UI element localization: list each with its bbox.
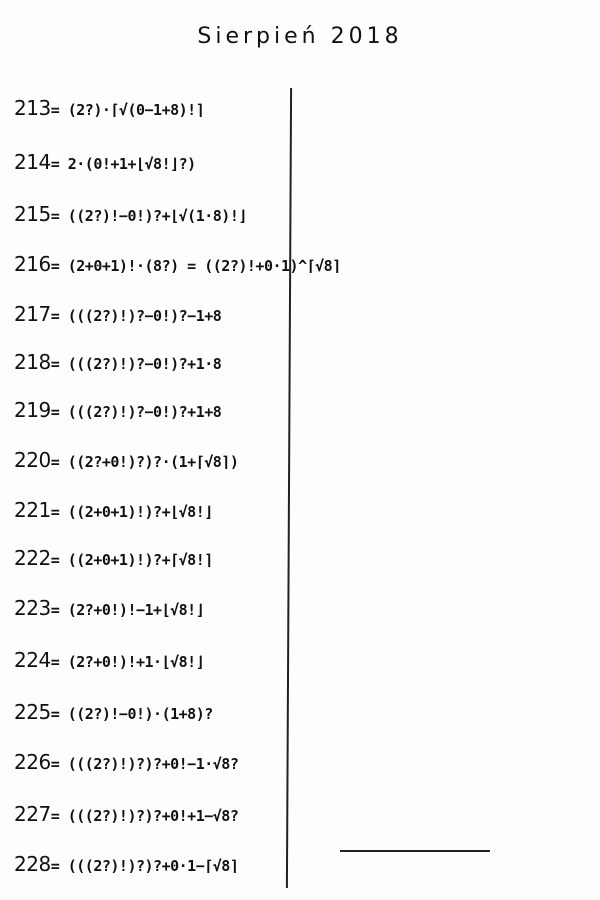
equation-row <box>14 802 238 826</box>
equation-expression: = (((2?)!)?)?+0·1−⌈√8⌉ <box>50 857 239 875</box>
equation-row <box>14 648 204 672</box>
equation-expression: = (((2?)!)?)?+0!−1·√8? <box>50 755 239 773</box>
equation-number: 226 <box>14 750 51 774</box>
equation-number: 222 <box>14 546 51 570</box>
column-divider <box>286 88 292 888</box>
equation-row <box>14 546 213 570</box>
equation-number: 221 <box>14 498 51 522</box>
equation-expression: = (2?)·⌈√(0−1+8)!⌉ <box>50 101 205 119</box>
equation-row <box>14 852 238 876</box>
equation-number: 220 <box>14 448 51 472</box>
equation-expression: = (((2?)!)?−0!)?−1+8 <box>50 307 222 325</box>
equation-number: 223 <box>14 596 51 620</box>
equation-expression: = (((2?)!)?−0!)?+1·8 <box>50 355 222 373</box>
equation-expression: = 2·(0!+1+⌊√8!⌋?) <box>50 155 196 173</box>
equation-number: 227 <box>14 802 51 826</box>
equation-row <box>14 596 204 620</box>
equation-expression: = ((2+0+1)!)?+⌈√8!⌉ <box>50 551 213 569</box>
equation-row <box>14 350 221 374</box>
equation-number: 213 <box>14 96 51 120</box>
equation-row <box>14 700 213 724</box>
equation-expression: = ((2?+0!)?)?·(1+⌈√8⌉) <box>50 453 239 471</box>
equation-row <box>14 398 221 422</box>
equation-number: 224 <box>14 648 51 672</box>
equation-expression: = (((2?)!)?−0!)?+1+8 <box>50 403 222 421</box>
equation-expression: = ((2?)!−0!)?+⌊√(1·8)!⌋ <box>50 207 247 225</box>
equation-row <box>14 750 238 774</box>
equation-number: 217 <box>14 302 51 326</box>
equation-number: 218 <box>14 350 51 374</box>
equation-row <box>14 252 341 276</box>
equation-number: 225 <box>14 700 51 724</box>
equation-row <box>14 150 196 174</box>
equation-row <box>14 202 247 226</box>
equation-row <box>14 448 238 472</box>
page-title: Sierpień 2018 <box>197 24 403 49</box>
equation-expression: = (2?+0!)!−1+⌊√8!⌋ <box>50 601 205 619</box>
equation-expression: = (2+0+1)!·(8?) = ((2?)!+0·1)^⌈√8⌉ <box>50 257 341 275</box>
equation-row <box>14 498 213 522</box>
equation-expression: = ((2+0+1)!)?+⌊√8!⌋ <box>50 503 213 521</box>
equation-expression: = (2?+0!)!+1·⌊√8!⌋ <box>50 653 205 671</box>
equation-number: 219 <box>14 398 51 422</box>
equation-expression: = ((2?)!−0!)·(1+8)? <box>50 705 213 723</box>
end-line <box>340 850 490 852</box>
equation-number: 214 <box>14 150 51 174</box>
equation-number: 228 <box>14 852 51 876</box>
equation-number: 216 <box>14 252 51 276</box>
equation-expression: = (((2?)!)?)?+0!+1−√8? <box>50 807 239 825</box>
equation-number: 215 <box>14 202 51 226</box>
equation-row <box>14 96 204 120</box>
equation-row <box>14 302 221 326</box>
